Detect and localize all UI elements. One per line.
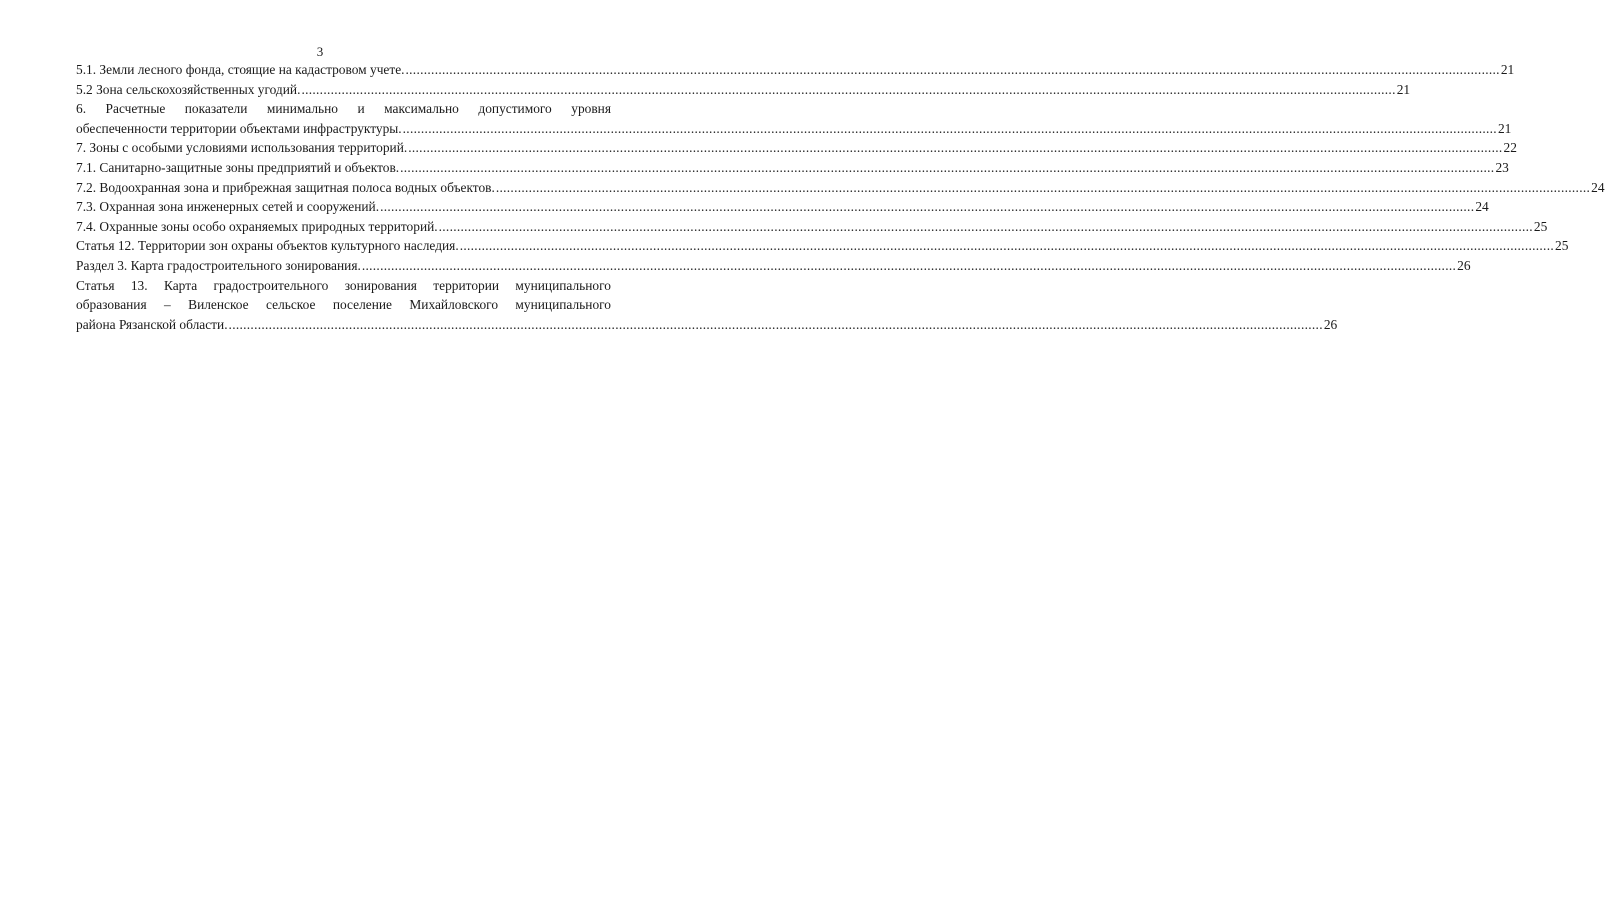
toc-entry-title: 7. Зоны с особыми условиями использования территорий. xyxy=(76,140,408,156)
toc-entry-page: 25 xyxy=(1555,238,1569,254)
toc-entry[interactable] xyxy=(76,197,1489,217)
toc-entry-page: 21 xyxy=(1497,120,1512,136)
toc-entry-title: района Рязанской области. xyxy=(76,316,228,332)
toc-entry[interactable] xyxy=(76,276,1338,335)
toc-entry-page: 26 xyxy=(1323,316,1338,332)
toc-entry-title: 7.4. Охранные зоны особо охраняемых природных территорий. xyxy=(76,218,438,234)
toc-entry-title-line: Статья 13. Карта градостроительного зонирования территории муниципального xyxy=(76,277,611,293)
toc-entry[interactable] xyxy=(76,138,1517,158)
dot-leader: ............................................................................................................................................................................................................................................................................................................ xyxy=(405,62,1500,77)
toc-entry[interactable] xyxy=(76,99,1512,138)
toc-entry-title: Раздел 3. Карта градостроительного зонирования. xyxy=(76,257,361,273)
dot-leader: ............................................................................................................................................................................................................................................................................................................ xyxy=(228,316,1323,332)
toc-entry-page: 25 xyxy=(1533,218,1548,234)
dot-leader: ............................................................................................................................................................................................................................................................................................................ xyxy=(361,257,1457,273)
toc-entry-title: 7.2. Водоохранная зона и прибрежная защитная полоса водных объектов. xyxy=(76,179,495,195)
toc-entry-title: 7.1. Санитарно-защитные зоны предприятий и объектов. xyxy=(76,159,400,175)
toc-entry-page: 26 xyxy=(1457,257,1471,273)
toc-entry[interactable] xyxy=(76,217,1548,237)
page-number: 3 xyxy=(316,44,324,59)
toc-entry-title: обеспеченности территории объектами инфраструктуры. xyxy=(76,120,402,136)
dot-leader: ............................................................................................................................................................................................................................................................................................................ xyxy=(400,159,1495,175)
dot-leader: ............................................................................................................................................................................................................................................................................................................ xyxy=(301,81,1396,97)
dot-leader: ............................................................................................................................................................................................................................................................................................................ xyxy=(380,199,1475,215)
toc-entry-page: 24 xyxy=(1591,179,1605,195)
toc-entry[interactable] xyxy=(76,60,1515,80)
toc-entry[interactable] xyxy=(76,256,1471,276)
dot-leader: ............................................................................................................................................................................................................................................................................................................ xyxy=(438,218,1533,234)
toc-entry-page: 21 xyxy=(1500,62,1515,77)
table-of-contents xyxy=(76,60,1605,334)
toc-entry-title: Статья 12. Территории зон охраны объектов культурного наследия. xyxy=(76,238,459,254)
dot-leader: ............................................................................................................................................................................................................................................................................................................ xyxy=(459,238,1554,254)
toc-entry-page: 22 xyxy=(1503,140,1517,156)
toc-entry-title: 7.3. Охранная зона инженерных сетей и сооружений. xyxy=(76,199,380,215)
dot-leader: ............................................................................................................................................................................................................................................................................................................ xyxy=(408,140,1503,156)
toc-entry-title: 5.2 Зона сельскохозяйственных угодий. xyxy=(76,81,301,97)
toc-entry[interactable] xyxy=(76,236,1569,256)
toc-entry-page: 23 xyxy=(1495,159,1509,175)
toc-entry[interactable] xyxy=(76,158,1509,178)
dot-leader: ............................................................................................................................................................................................................................................................................................................ xyxy=(495,179,1591,195)
dot-leader: ............................................................................................................................................................................................................................................................................................................ xyxy=(402,120,1497,136)
toc-entry-title-line: 6. Расчетные показатели минимально и максимально допустимого уровня xyxy=(76,101,611,117)
toc-entry-title-line: образования – Виленское сельское поселение Михайловского муниципального xyxy=(76,297,611,313)
toc-entry-page: 21 xyxy=(1396,81,1411,97)
toc-entry[interactable] xyxy=(76,80,1411,100)
toc-entry-title: 5.1. Земли лесного фонда, стоящие на кадастровом учете. xyxy=(76,62,405,77)
toc-entry-page: 24 xyxy=(1475,199,1489,215)
toc-entry[interactable] xyxy=(76,178,1605,198)
